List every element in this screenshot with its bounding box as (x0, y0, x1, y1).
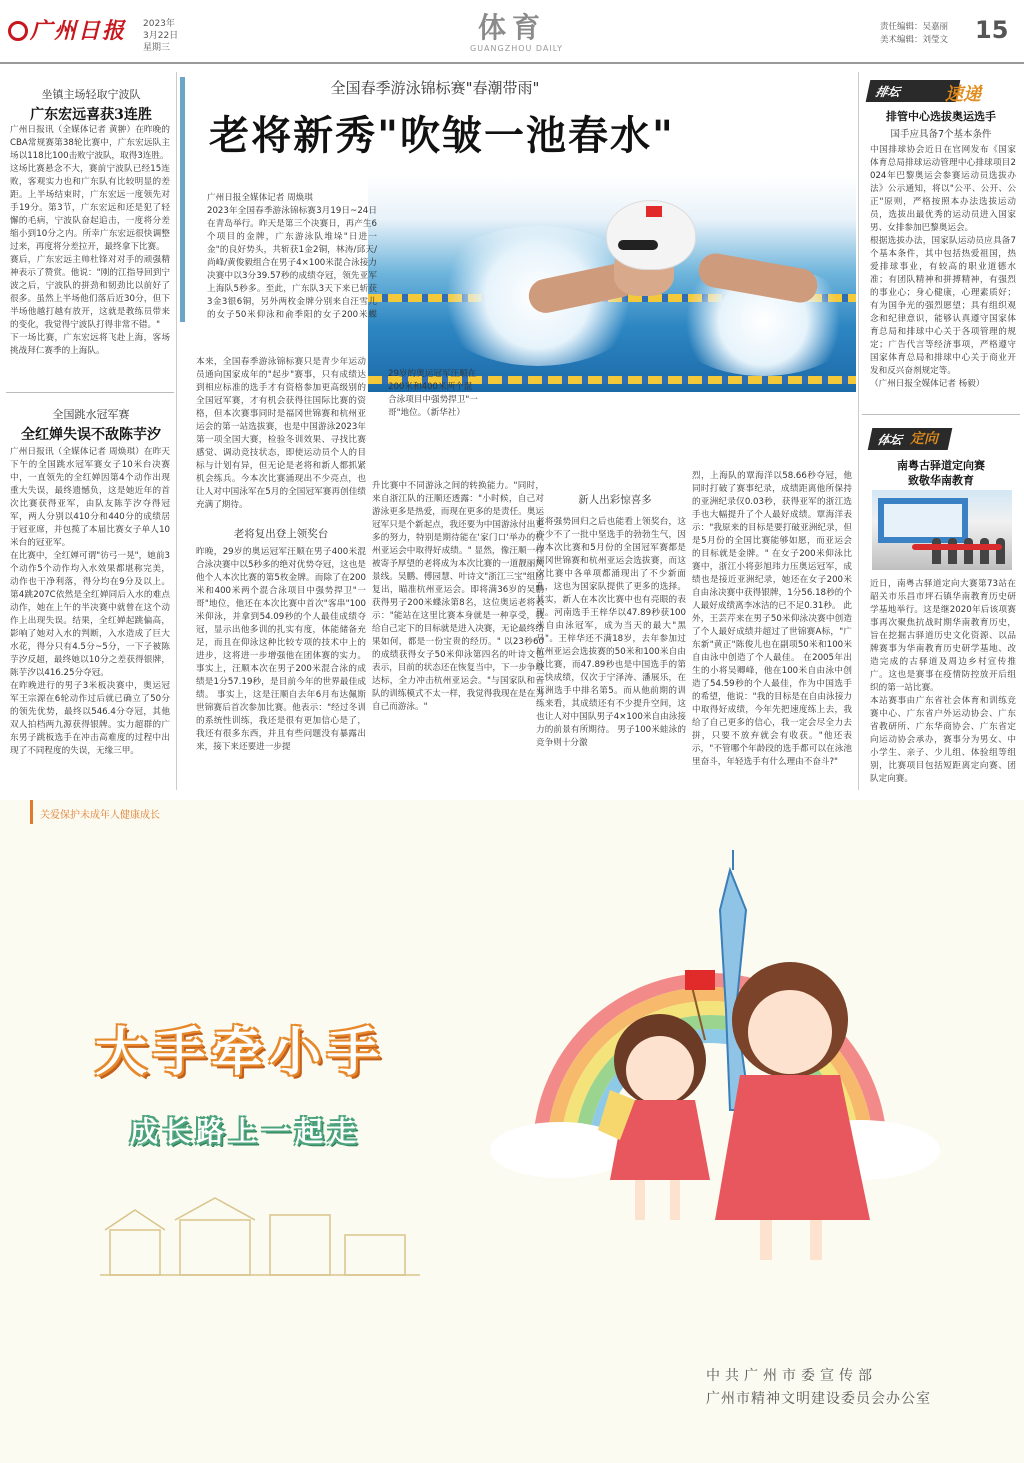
sidebar-orienteering-tag: 定向 (910, 431, 938, 447)
section-subtitle: GUANGZHOU DAILY (470, 44, 564, 53)
ad-organizer-1: 中共广州市委宣传部 (706, 1368, 877, 1384)
left-bottom-kicker: 全国跳水冠军赛 (52, 408, 130, 421)
person-figure (980, 538, 989, 564)
ad-title: 大手牵小手 (95, 1023, 386, 1083)
newspaper-logo: 广州日报 (8, 14, 126, 45)
person-figure (996, 538, 1005, 564)
person-figure (932, 538, 941, 564)
ad-organizer-2: 广州市精神文明建设委员会办公室 (706, 1391, 931, 1407)
sidebar-volleyball-tag: 速递 (945, 84, 981, 105)
girl-tall-icon (715, 962, 870, 1260)
issue-date: 2023年 3月22日 星期三 (143, 19, 179, 53)
sidebar-orienteering-headline: 南粤古驿道定向赛 致敬华南教育 (897, 459, 985, 487)
building-outline (180, 1220, 250, 1275)
left-bottom-headline: 全红婵失误不敌陈芋汐 (21, 427, 161, 443)
left-top-body: 广州日报讯（全媒体记者 黄翀）在昨晚的CBA常规赛第38轮比赛中，广东宏远队主场以118比100击败宁波队，取得3连胜。 这场比赛悬念不大，赛前宁波队已经15连败，客观实力也和广东队有比较明显的差距。上半场结束时，广东宏远一度领先对手19分。第3节，广东宏远和还是犯了轻懈的毛病，宁波队奋起追击，一度将分差缩小到10分之内。所幸广东宏远很快调整过来，再度将分差拉开，最终拿下比赛。 赛后，广东宏远主帅杜锋对对手的顽强精神表示了赞赏。他说："刚的江指导回到宁波之后，宁波队的拼劲和韧劲比以前好了很多。虽然上半场他们落后近30分，但下半场他越打越有放开，这就是教练员带来的变化，我觉得宁波队打得非常不错。" 下一场比赛，广东宏远将飞赴上海，客场挑战拜仁赛季的上海队。 (10, 125, 170, 356)
building-outline (110, 1230, 160, 1275)
main-kicker: 全国春季游泳锦标赛"春潮带雨" (330, 79, 540, 97)
person-figure (964, 538, 973, 564)
sidebar-volleyball-badge: 排坛 (866, 80, 961, 102)
ad-accent-bar (30, 800, 33, 824)
logo-ring-icon (8, 21, 28, 41)
masthead-rule (0, 62, 1024, 64)
sidebar-orienteering-body: 近日，南粤古驿道定向大赛第73站在韶关市乐昌市坪石镇华南教育历史研学基地举行。这是继2020年后该项赛事再次聚焦抗战时期华南教育历史，旨在挖掘古驿道历史文化资源、以品牌赛事为华南教育历史研学基地、改造完成的古驿道及周边乡村宣传推广。这也是赛事在疫情防控放开后组织的第一站比赛。 本站赛事由广东省社会体育和训练竞赛中心、广东省户外运动协会、广东省教研所、广东华商协会、广东省定向运动协会承办，赛事分为男女、中小学生、亲子、少儿组、体验组等组别，比赛项目包括短距离定向赛、团队定向赛。 (870, 579, 1016, 784)
building-outline (270, 1215, 330, 1275)
main-col1b-text: 昨晚，29岁的奥运冠军汪顺在男子400米混合泳决赛中以5秒多的绝对优势夺冠，这也是他个人本次比赛的第5枚金牌。而除了在200米和400米两个混合泳项目中强势捍卫"一哥"地位，他还在本次比赛中首次"客串"100米仰泳，并拿到54.09秒的个人最佳成绩夺冠，显示出他多训的扎实有度，体能储备充足，而且在仰泳这种比较专项的技术中上的进步，这将进一步增强他在团体赛的实力。 事实上，汪顺本次在男子200米混合泳的成绩是1分57.19秒，是目前今年的世界最佳成绩。 事实上，这是汪顺自去年6月布达佩斯世锦赛后首次参加比赛。他表示："经过冬训的系统性训练，我还是很有更加信心是了，我还有很多东西，并且有些问题没有暴露出来，接下来还要进一步提 (196, 547, 366, 752)
building-outline (345, 1235, 405, 1275)
orienteering-event-photo (872, 490, 1012, 570)
editor-credits: 责任编辑：吴嘉丽 美术编辑：刘瑩文 (880, 22, 949, 45)
main-intro (207, 192, 517, 320)
main-intro-text: 广州日报全媒体记者 周焕琪 2023年全国春季游泳锦标赛3月19日~24日在青岛举行。昨天是第三个决赛日，再产生6个项目的金牌，广东游泳队堆垛"日进一金"的良好势头，共斩获1金2铜，林涛/邱天/尚峰/黄俊毅组合在男子4×100米混合泳接力决赛中以3分39.57秒的成绩夺冠，领先亚军上海队5秒多。至此，广东队3天下来已斩获3金3银6铜，另外两枚金牌分别来自汪雪儿的女子50米仰泳和俞季阳的女子200米蝶 (207, 193, 377, 320)
photo-caption: 29岁的奥运冠军汪顺在200米和400米两个混合泳项目中强势捍卫"一哥"地位。（新华社） (388, 369, 478, 418)
main-col3-text: 老将强势回归之后也能看上领奖台，这亦少不了一批中坚选手的勃勃生气，因为本次比赛和5月份的全国冠军赛都是福冈世锦赛和杭州亚运会选拔赛，而这次比赛中各单项都涌现出了不少新面孔，这也为国家队提供了更多的选择。 其实，新人在本次比赛中也有亮眼的表现。河南选手王梓华以47.89秒获100米自由泳冠军，成为当天的最大"黑马"。王梓华还不满18岁，去年参加过杭州亚运会选拔赛的50米和100米自由泳比赛，而47.89秒也是中国选手的第三快成绩，仅次于宁泽涛、潘展乐，在亚洲选手中排名第5。而从他前期的训练来看，其成绩还有不少提升空间，这也让人对中国队男子4×100米自由泳接力的前景有所期待。 男子100米蛙泳的竞争则十分激 (536, 517, 686, 748)
sidebar-volleyball-body: 中国排球协会近日在官网发布《国家体育总局排球运动管理中心排球项目2024年巴黎奥运会参赛运动员选拔办法》公示通知，将以"公平、公开、公正"原则，严格按照本办法选拔运动员，选拔出最优秀的运动员进入国家男、女排参加巴黎奥运会。 根据选拔办法，国家队运动员应具备7个基本条件，其中包括热爱祖国，热爱排球事业，有较高的职业道德水准；有团队精神和拼搏精神，有强烈的事业心；身心健康，心理素质好；有为国争光的强烈愿望；具有组织观念和纪律意识，能够认真遵守国家体育总局和排球中心关于各项管理的规定；广告代言等经济事项，严格遵守国家体育总局和排球中心关于商业开发和反兴奋剂规定等。 （广州日报全媒体记者 杨毅） (870, 145, 1016, 389)
page-number: 15 (975, 16, 1009, 44)
column-rule-right (858, 72, 859, 790)
flag-icon (646, 206, 662, 217)
ad-tagline: 关爱保护未成年人健康成长 (40, 810, 160, 821)
main-headline: 老将新秀"吹皱一池春水" (209, 112, 675, 159)
sidebar-volleyball-subhead: 国手应具备7个基本条件 (890, 129, 992, 140)
sidebar-volleyball-headline: 排管中心选拔奥运选手 (886, 110, 996, 123)
ad-subtitle: 成长路上一起走 (130, 1115, 362, 1148)
person-figure (948, 538, 957, 564)
city-skyline-illustration (100, 1180, 420, 1280)
goggles (618, 240, 658, 250)
event-backdrop-panel (884, 504, 962, 537)
left-top-kicker: 坐镇主场轻取宁波队 (41, 88, 141, 101)
column-rule-left (176, 72, 177, 790)
sidebar-orienteering-badge: 体坛 (868, 428, 953, 450)
roof-outline (105, 1210, 165, 1230)
left-top-headline: 广东宏远喜获3连胜 (30, 107, 152, 123)
main-col1-text: 本来，全国春季游泳锦标赛只是青少年运动员通向国家成年的"起步"赛事，只有成绩达到相应标准的选手才有资格参加更高级别的全国冠军赛，才有机会获得往国际比赛的资格，但本次赛事同时是福冈世锦赛和杭州亚运会的第一站选拔赛，也是中国游泳2023年第一项全国大赛，检验冬训效果、寻找比赛感觉、调动竞技状态，即使运动员个人的目标与计划有异，但无论是老将和新人都抓紧机会练兵。今本次比赛涌现出不少亮点，也让人对中国泳军在5月的全国冠军赛再创佳绩充满了期待。 (196, 357, 366, 510)
roof-outline (175, 1198, 255, 1220)
main-col4-text: 烈，上海队的覃海洋以58.66秒夺冠，他同时打破了赛事纪录，成绩距离他所保持的亚洲纪录仅0.03秒，获得亚军的浙江选手也大幅提升了个人最好成绩。覃海洋表示："我原来的目标是要打破亚洲纪录，但是5月份的全国比赛能够如愿，而亚运会的目标就是金牌。" 在女子200米仰泳比赛中，浙江小将彭旭玮力压奥运冠军，成绩也是接近亚洲纪录，她还在女子200米自由泳决赛中获得银牌，1分56.18秒的个人最好成绩离李冰洁的已不足0.31秒。 此外，王芸芹来在男子50米仰泳决赛中创造了个人最好成绩并超过了世锦赛A标，"广东新"黄正"陈俊儿也在副项50米和100米自由泳中创造了个人最佳。 在2005年出生的小将吴卿峰，他在100米自由泳中创造了54.59秒的个人最佳，作为中国选手的希望，他说："我的目标是在自由泳接力中取得好成绩，今年先把速度练上去，我给了自己更多的信心，我一定会尽全力去拼，只要不放弃就会有收获。"他还表示，"不管哪个年龄段的选手都可以在泳池里奋斗，年轻选手有什么理由不奋斗?" (692, 471, 852, 767)
sidebar-divider (862, 414, 1020, 415)
section-title: 体育 (478, 11, 547, 44)
ad-illustration (430, 850, 990, 1270)
left-bottom-body: 广州日报讯（全媒体记者 周焕琪）在昨天下午的全国跳水冠军赛女子10米台决赛中，一直领先的全红婵因第4个动作出现重大失误，最终遗憾负，这是她近年的首次比赛获得亚军，由队友陈芋汐夺得冠军，两人分别以410分和440分的成绩居于冠亚席，并包揽了本届比赛女子单人10米台的冠亚军。 在比赛中，全红婵可谓"彷弓一晃"，她前3个动作5个动作均入水效果都堪称完美，动作也干净利落，得分均在9分及以上。第4跳207C依然是全红婵同后入水的难点动作，她在上午的半决赛中就曾在这个动作上出现失误。结果，全红婵起跳偏高，影响了她对入水的判断，入水造成了巨大水花，得分只有4.5分~5分，一下子被陈芋汐反超，最终她以10分之差获得银牌，陈芋汐以416.25分夺冠。 在昨晚进行的男子3米板决赛中，奥运冠军王宗源在6轮动作过后就已确立了50分的领先优势，最终以546.4分夺冠，其他双人拍档两九源获得银牌。实力超群的广东男子跳板选手在冲击高难度的过程中出现了不同程度的失误，无缘三甲。 (10, 447, 170, 756)
subhead-veterans: 老将复出登上领奖台 (233, 528, 329, 540)
main-col2-text: 升比赛中不同游泳之间的转换能力。"同时，来自浙江队的汪顺还透露："小时候，自己对游泳更多是热爱，而现在更多的是责任。奥运冠军只是个新起点，我还要为中国游泳付出更多的努力，特别是期待能在'家门口'举办的杭州亚运会中取得好成绩。" 显然，像汪顺一样被寄予厚望的老将成为本次比赛的一道靓丽风景线。吴鹏、傅园慧、叶诗文"浙江三宝"组团复出，瞄准杭州亚运会。即将满36岁的吴鹏获得男子200米蝶泳第8名，这位奥运老将表示："能站在这里比赛本身就是一种享受，我给自己定下的目标就是进入决赛，无论最终结果如何，都是一份宝贵的经历。" 以23秒60的成绩获得女子50米仰泳第四名的叶诗文也表示，目前的状态还在恢复当中，下一步争取达标，全力冲击杭州亚运会。"与国家队和省队的训练模式不太一样，我觉得我现在是在为自己而游泳。" (372, 481, 544, 712)
left-divider (6, 392, 174, 393)
masthead (0, 0, 1024, 64)
subhead-newcomers: 新人出彩惊喜多 (578, 494, 652, 506)
ribbon (912, 544, 1002, 550)
